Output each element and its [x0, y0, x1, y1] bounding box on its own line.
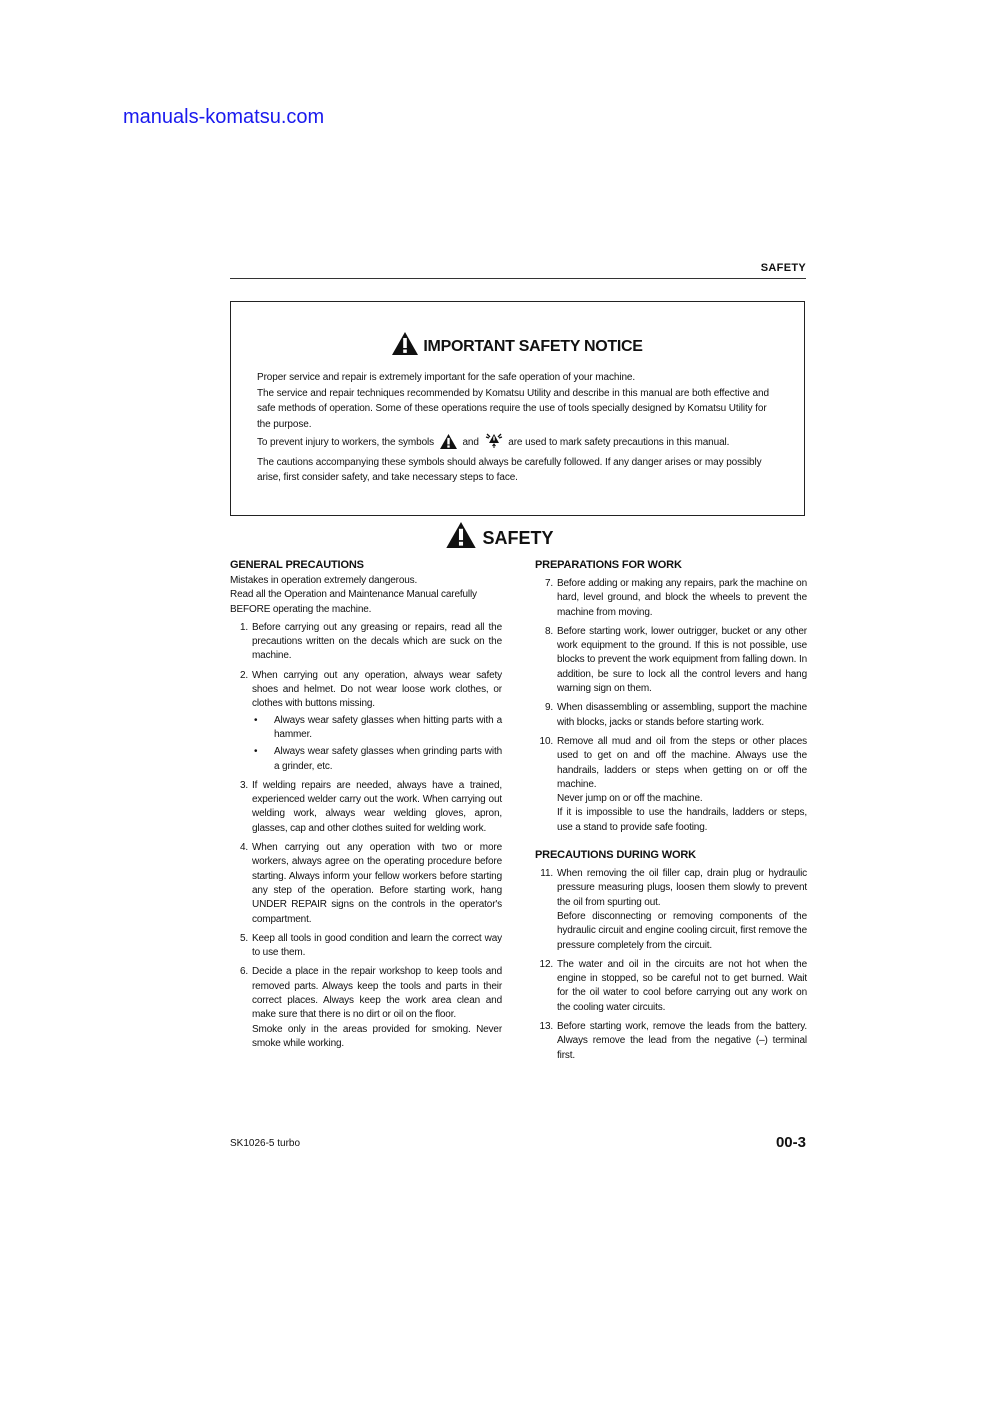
list-item: 6. Decide a place in the repair workshop to keep tools and removed parts. Always keep the tools and parts in their correct places. Always keep the work area clean and make sure that there is no dirt or oil on the floor. Smoke only in the areas provided for smoking. Never smoke while working. — [239, 966, 502, 1049]
list-item: 4. When carrying out any operation with two or more workers, always agree on the operating procedure before starting. Always inform your fellow workers before starting any step of the operation. Before starting work, hang UNDER REPAIR signs on the controls in the operator's compartment. — [239, 842, 502, 925]
notice-body — [257, 370, 780, 486]
safety-heading — [0, 522, 1000, 553]
notice-title-text: IMPORTANT SAFETY NOTICE — [423, 338, 643, 355]
warning-triangle-icon — [392, 332, 418, 360]
list-item: 10. Remove all mud and oil from the steps or other places used to get on and off the machine. Always use the handrails, ladders or steps when getting on or off the machine. Never jump on or off the machine. If it is impossible to use the handrails, ladders or steps, use a stand to provide safe footing. — [539, 735, 807, 833]
list-item: 2. When carrying out any operation, always wear safety shoes and helmet. Do not wear loose work clothes, or clothes with buttons missing. • Always wear safety glasses when hitting parts with a hammer. • Always wear safety glasses when grinding parts with a grinder, etc. — [230, 669, 502, 774]
page-number: 00-3 — [775, 1134, 806, 1151]
notice-symbols-line: To prevent injury to workers, the symbols and are used to mark safety precautions in this manual. — [257, 432, 780, 455]
general-precautions-heading: GENERAL PRECAUTIONS — [230, 559, 364, 571]
list-item: 3. If welding repairs are needed, always have a trained, experienced welder carry out the work. When carrying out welding work, always wear welding gloves, apron, glasses, cap and other clothes suited for welding work. — [239, 779, 502, 834]
list-item: 8. Before starting work, lower outrigger, bucket or any other work equipment to the ground. If this is not possible, use blocks to prevent the work equipment from falling down. In addition, be sure to lock all the control levers and hang warning sign on them. — [544, 625, 807, 695]
bullet-item: • Always wear safety glasses when grinding parts with a grinder, etc. — [254, 746, 502, 772]
left-column — [230, 558, 502, 1056]
bullet-list — [252, 714, 502, 774]
general-intro: Mistakes in operation extremely dangerous. Read all the Operation and Maintenance Manual carefully BEFORE operating the machine. — [230, 575, 477, 615]
list-item: 13. Before starting work, remove the leads from the battery. Always remove the lead from the negative (–) terminal first. — [539, 1021, 807, 1061]
list-item: 11. When removing the oil filler cap, drain plug or hydraulic pressure measuring plugs, loosen them slowly to prevent the oil from spurting out. Before disconnecting or removing components of the hydraulic circuit and engine cooling circuit, first remove the pressure completely from the circuit. — [540, 868, 807, 951]
general-precautions-list — [230, 621, 502, 1051]
important-safety-notice-box — [230, 301, 805, 516]
notice-paragraph: Proper service and repair is extremely important for the safe operation of your machine. — [257, 372, 636, 383]
notice-closing: The cautions accompanying these symbols should always be carefully followed. If any danger arises or may possibly arise, first consider safety, and take necessary steps to face. — [257, 456, 762, 483]
footer-model: SK1026-5 turbo — [230, 1138, 301, 1149]
right-column — [535, 558, 807, 1068]
safety-title-text: SAFETY — [482, 528, 554, 548]
warning-triangle-icon — [440, 434, 457, 455]
list-item: 1. Before carrying out any greasing or repairs, read all the precautions written on the decals which are suck on the machine. — [239, 621, 502, 662]
during-work-heading: PRECAUTIONS DURING WORK — [535, 849, 696, 862]
caution-person-icon — [485, 432, 503, 455]
warning-triangle-icon — [446, 522, 476, 553]
list-item: 9. When disassembling or assembling, support the machine with blocks, jacks or stands before starting work. — [544, 702, 807, 728]
page-header — [230, 262, 806, 279]
notice-title — [231, 332, 804, 360]
bullet-item: • Always wear safety glasses when hitting parts with a hammer. — [254, 714, 502, 740]
preparations-list — [535, 577, 807, 835]
notice-paragraph: The service and repair techniques recommended by Komatsu Utility and describe in this manual are both effective and safe methods of operation. Some of these operations require the use of tools specially designed by Komatsu Utility for the purpose. — [257, 387, 769, 430]
section-title: SAFETY — [760, 262, 806, 274]
preparations-heading: PREPARATIONS FOR WORK — [535, 559, 682, 571]
during-work-list — [535, 867, 807, 1063]
list-item: 5. Keep all tools in good condition and learn the correct way to use them. — [239, 932, 502, 959]
list-item: 12. The water and oil in the circuits are not hot when the engine in stopped, so be careful not to get burned. Wait for the oil water to cool before carrying out any work on the cooling water circuits. — [539, 958, 807, 1013]
list-item: 7. Before adding or making any repairs, park the machine on hard, level ground, and block the wheels to prevent the machine from moving. — [544, 578, 807, 618]
watermark-link[interactable]: manuals-komatsu.com — [123, 106, 325, 128]
